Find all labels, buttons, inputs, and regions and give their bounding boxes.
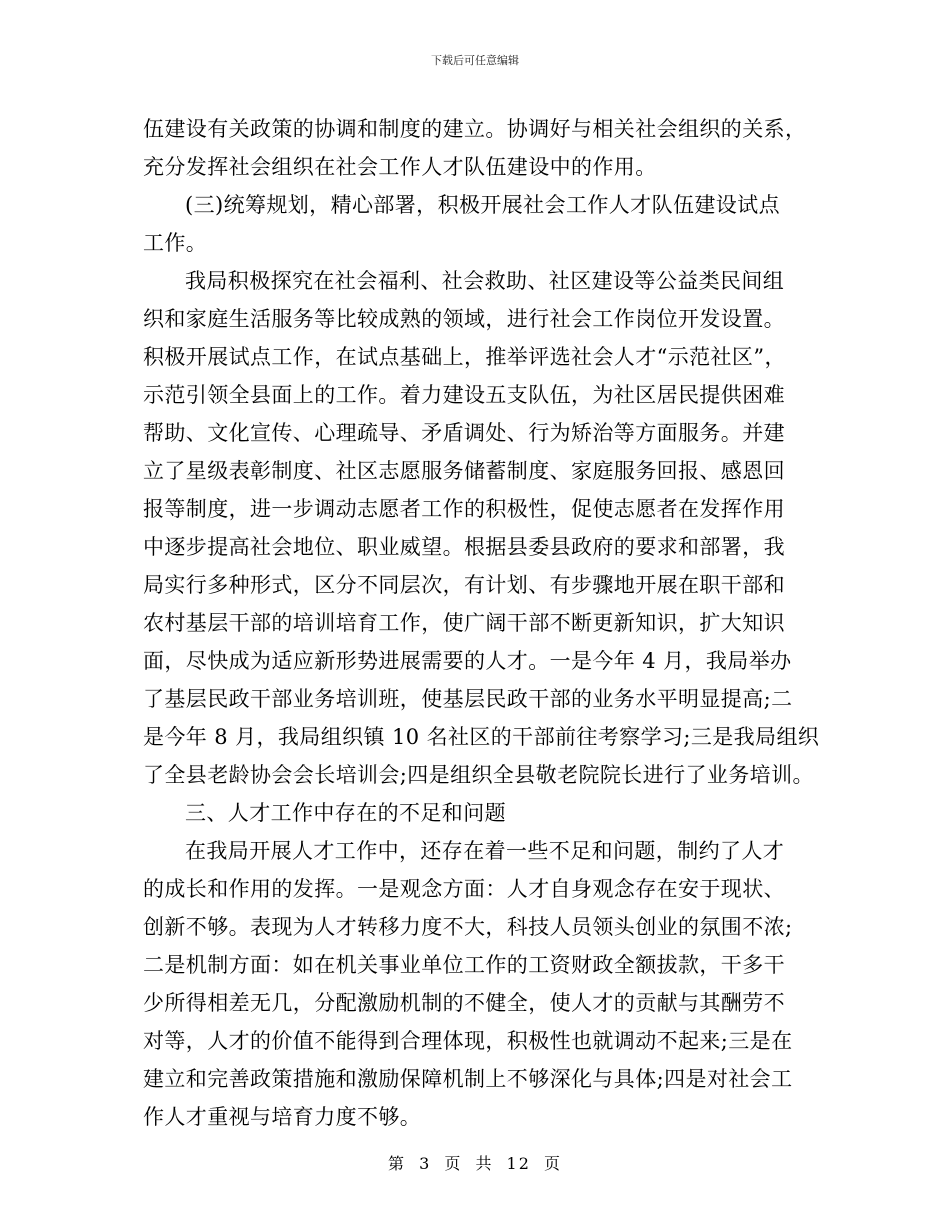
text-line: 三、人才工作中存在的不足和问题 [185, 801, 506, 825]
text-line: 立了星级表彰制度、社区志愿服务储蓄制度、家庭服务回报、感恩回 [143, 459, 785, 483]
text-line: 伍建设有关政策的协调和制度的建立。协调好与相关社会组织的关系， [143, 117, 807, 141]
text-line: 工作。 [143, 231, 208, 255]
text-line: 作人才重视与培育力度不够。 [143, 1105, 422, 1129]
text-line: 充分发挥社会组织在社会工作人才队伍建设中的作用。 [143, 155, 657, 179]
text-line: 是今年 8 月，我局组织镇 10 名社区的干部前往考察学习;三是我局组织 [143, 725, 820, 749]
page-number-footer: 第 3 页 共 12 页 [388, 1154, 562, 1173]
text-line: 少所得相差无几，分配激励机制的不健全，使人才的贡献与其酬劳不 [143, 991, 785, 1015]
text-line: 对等，人才的价值不能得到合理体现，积极性也就调动不起来;三是在 [143, 1029, 793, 1053]
text-line: 我局积极探究在社会福利、社会救助、社区建设等公益类民间组 [185, 269, 785, 293]
text-line: 示范引领全县面上的工作。着力建设五支队伍，为社区居民提供困难 [143, 383, 785, 407]
text-line: 报等制度，进一步调动志愿者工作的积极性，促使志愿者在发挥作用 [143, 497, 785, 521]
document-body [143, 110, 823, 1136]
text-line: 建立和完善政策措施和激励保障机制上不够深化与具体;四是对社会工 [143, 1067, 793, 1091]
text-line: 面，尽快成为适应新形势进展需要的人才。一是今年 4 月，我局举办 [143, 649, 792, 673]
text-line: 在我局开展人才工作中，还存在着一些不足和问题，制约了人才 [185, 839, 785, 863]
text-line: 农村基层干部的培训培育工作，使广阔干部不断更新知识，扩大知识 [143, 611, 785, 635]
text-line: 了基层民政干部业务培训班，使基层民政干部的业务水平明显提高;二 [143, 687, 793, 711]
text-line: 二是机制方面：如在机关事业单位工作的工资财政全额拔款，干多干 [143, 953, 785, 977]
text-line: 创新不够。表现为人才转移力度不大，科技人员领头创业的氛围不浓; [143, 915, 793, 939]
text-line: 织和家庭生活服务等比较成熟的领域，进行社会工作岗位开发设置。 [143, 307, 785, 331]
text-line: (三)统筹规划，精心部署，积极开展社会工作人才队伍建设试点 [185, 193, 780, 217]
text-line: 中逐步提高社会地位、职业威望。根据县委县政府的要求和部署，我 [143, 535, 785, 559]
text-line: 了全县老龄协会会长培训会;四是组织全县敬老院院长进行了业务培训。 [143, 763, 814, 787]
text-line: 帮助、文化宣传、心理疏导、矛盾调处、行为矫治等方面服务。并建 [143, 421, 785, 445]
text-line: 局实行多种形式，区分不同层次，有计划、有步骤地开展在职干部和 [143, 573, 785, 597]
text-line: 的成长和作用的发挥。一是观念方面：人才自身观念存在安于现状、 [143, 877, 785, 901]
page-header-note: 下载后可任意编辑 [431, 54, 519, 67]
text-line: 积极开展试点工作，在试点基础上，推举评选社会人才“示范社区”， [143, 345, 786, 369]
